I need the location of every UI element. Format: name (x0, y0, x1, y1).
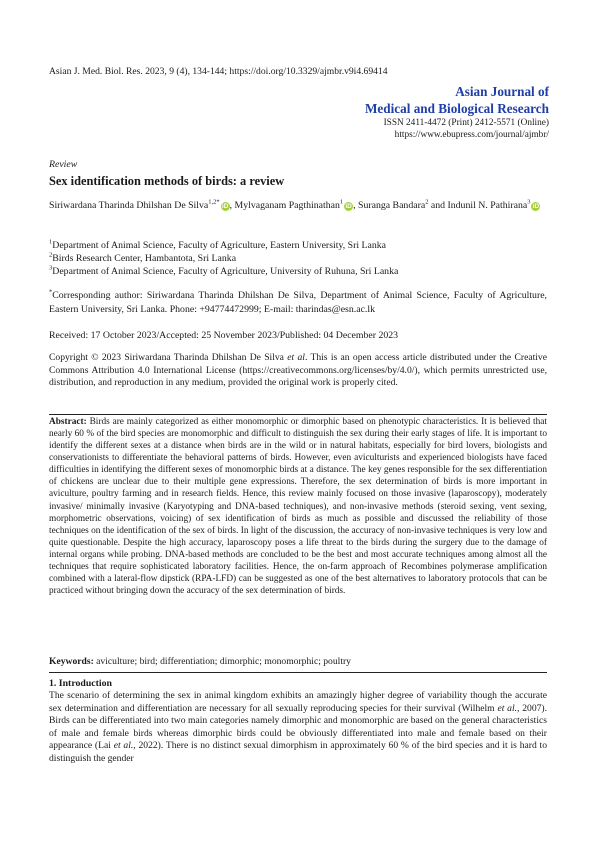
author-list (49, 199, 547, 213)
publication-dates: Received: 17 October 2023/Accepted: 25 November 2023/Published: 04 December 2023 (49, 330, 399, 341)
keywords-bottom-rule (49, 672, 547, 673)
affiliation-number: 2 (49, 251, 53, 259)
author-separator: , (353, 200, 358, 211)
keywords (49, 656, 351, 667)
affiliation-text: Department of Animal Science, Faculty of Agriculture, University of Ruhuna, Sri Lanka (52, 266, 399, 278)
author-affiliation-sup: 1 (339, 198, 344, 206)
author-affiliation-sup: 3 (527, 198, 531, 206)
keywords-text: aviculture; bird; differentiation; dimorphic; monomorphic; poultry (96, 656, 351, 667)
abstract (49, 416, 547, 597)
affiliation-text: Birds Research Center, Hambantota, Sri Lanka (52, 253, 237, 265)
author-name: Suranga Bandara (358, 200, 426, 211)
introduction-paragraph (49, 690, 547, 765)
intro-et-al: et al. (113, 740, 134, 751)
journal-name (365, 83, 549, 117)
affiliation-item (49, 265, 398, 278)
author-affiliation-sup: 2 (425, 198, 429, 206)
author-name: Mylvaganam Pagthinathan (234, 200, 340, 211)
affiliation-text: Department of Animal Science, Faculty of Agriculture, Eastern University, Sri Lanka (52, 240, 386, 251)
orcid-icon[interactable]: iD (532, 203, 540, 210)
journal-url[interactable]: https://www.ebupress.com/journal/ajmbr/ (394, 130, 549, 140)
author-separator: , (229, 200, 235, 211)
journal-citation: Asian J. Med. Biol. Res. 2023, 9 (4), 134-144; https://doi.org/10.3329/ajmbr.v9i4.69414 (49, 66, 388, 77)
copyright-notice (49, 352, 547, 390)
keywords-label: Keywords: (49, 656, 94, 667)
journal-name-line-2: Medical and Biological Research (364, 101, 549, 116)
author-name: Siriwardana Tharinda Dhilshan De Silva (49, 200, 209, 211)
affiliation-list (49, 239, 398, 279)
orcid-icon[interactable]: iD (221, 203, 229, 210)
corresponding-author (49, 289, 547, 316)
journal-issn-block (384, 117, 549, 141)
article-type: Review (49, 159, 78, 170)
journal-name-line-1: Asian Journal of (455, 84, 549, 99)
intro-text-2: , 2007). Birds can be differentiated into two main categories namely dimorphic and monomorphic are based on the general characteristics of male and female birds whereas dimorphic birds could be obviously differentiated into male and female based on their appearance (Lai (49, 702, 548, 751)
copyright-text-end: . This is an open access article distributed under the Creative Commons Attribution 4.0 International License (https://creativecommons.org/licenses/by/4.0/), which permits unrestricted use, distribution, and reproduction in any medium, provided the original work is properly cited. (49, 352, 547, 389)
intro-et-al: et al. (497, 702, 518, 714)
abstract-text: Birds are mainly categorized as either monomorphic or dimorphic based on phenotypic characteristics. It is believed that nearly 60 % of the bird species are monomorphic and difficult to distinguish the sex during their early stages of life. It is important to identify the different sexes at a distance when birds are in the wild or in natural habitats, especially for bird lovers, biologists and conservationists to differentiate the behavioral patterns of birds. However, even aviculturists and experienced biologists have faced difficulties in identifying the different sexes of monomorphic birds at a distance. The key genes responsible for the sex differentiation of chickens are unclear due to their multiple gene expressions. Therefore, the sex determination of birds is more important in aviculture, poultry farming and in research fields. Hence, this review mainly focused on those invasive (laparoscopy), moderately invasive/ minimally invasive (Karyotyping and DNA-based techniques), and non-invasive methods (steroid sexing, vent sexing, morphometric observations, voicing) of sex identification of birds as much as possible and discussed the reliability of those techniques on the identification of the sex of birds. In light of the discussion, the accuracy of non-invasive techniques is very low and quite questionable. Despite the high accuracy, laparoscopy poses a life threat to the birds during the surgery due to the damage of internal organs while probing. DNA-based methods are concluded to be the best and most accurate techniques among almost all the techniques that require sophisticated laboratory facilities. Hence, the on-farm approach of Recombines polymerase amplification combined with a lateral-flow dipstick (RPA-LFD) can be suggested as one of the best alternatives to laboratory protocols that can be practiced without bringing down the accuracy of the sex determination of birds. (49, 417, 547, 597)
affiliation-item (49, 239, 398, 252)
affiliation-number: 3 (49, 265, 53, 273)
intro-text-1: The scenario of determining the sex in animal kingdom exhibits an amazingly higher degree of variability though the accurate sex determination and differentiation are necessary for all sexually reproducing species for their survival (Wilhelm (49, 690, 547, 714)
corresponding-author-text: Corresponding author: Siriwardana Tharinda Dhilshan De Silva, Department of Animal Science, Faculty of Agriculture, Eastern University, Sri Lanka. Phone: +94774472999; E-mail: tharindas@esn.ac.lk (49, 290, 547, 315)
abstract-label: Abstract: (49, 417, 87, 427)
affiliation-item (49, 252, 398, 265)
corresponding-marker: * (49, 288, 53, 296)
orcid-icon[interactable]: iD (345, 203, 352, 210)
issn: ISSN 2411-4472 (Print) 2412-5571 (Online) (383, 118, 549, 128)
section-heading-introduction: 1. Introduction (49, 678, 112, 689)
affiliation-number: 1 (49, 238, 53, 246)
copyright-text-start: Copyright © 2023 Siriwardana Tharinda Dhilshan De Silva (49, 352, 288, 363)
author-separator: and (428, 200, 448, 211)
author-name: Indunil N. Pathirana (447, 200, 528, 211)
abstract-top-rule (49, 414, 547, 415)
intro-text-3: , 2022). There is no distinct sexual dimorphism in approximately 60 % of the bird species and it is hard to distinguish the gender (49, 740, 547, 764)
copyright-et-al: et al (287, 352, 305, 363)
author-affiliation-sup: 1,2* (208, 198, 220, 206)
article-title: Sex identification methods of birds: a review (49, 174, 285, 188)
